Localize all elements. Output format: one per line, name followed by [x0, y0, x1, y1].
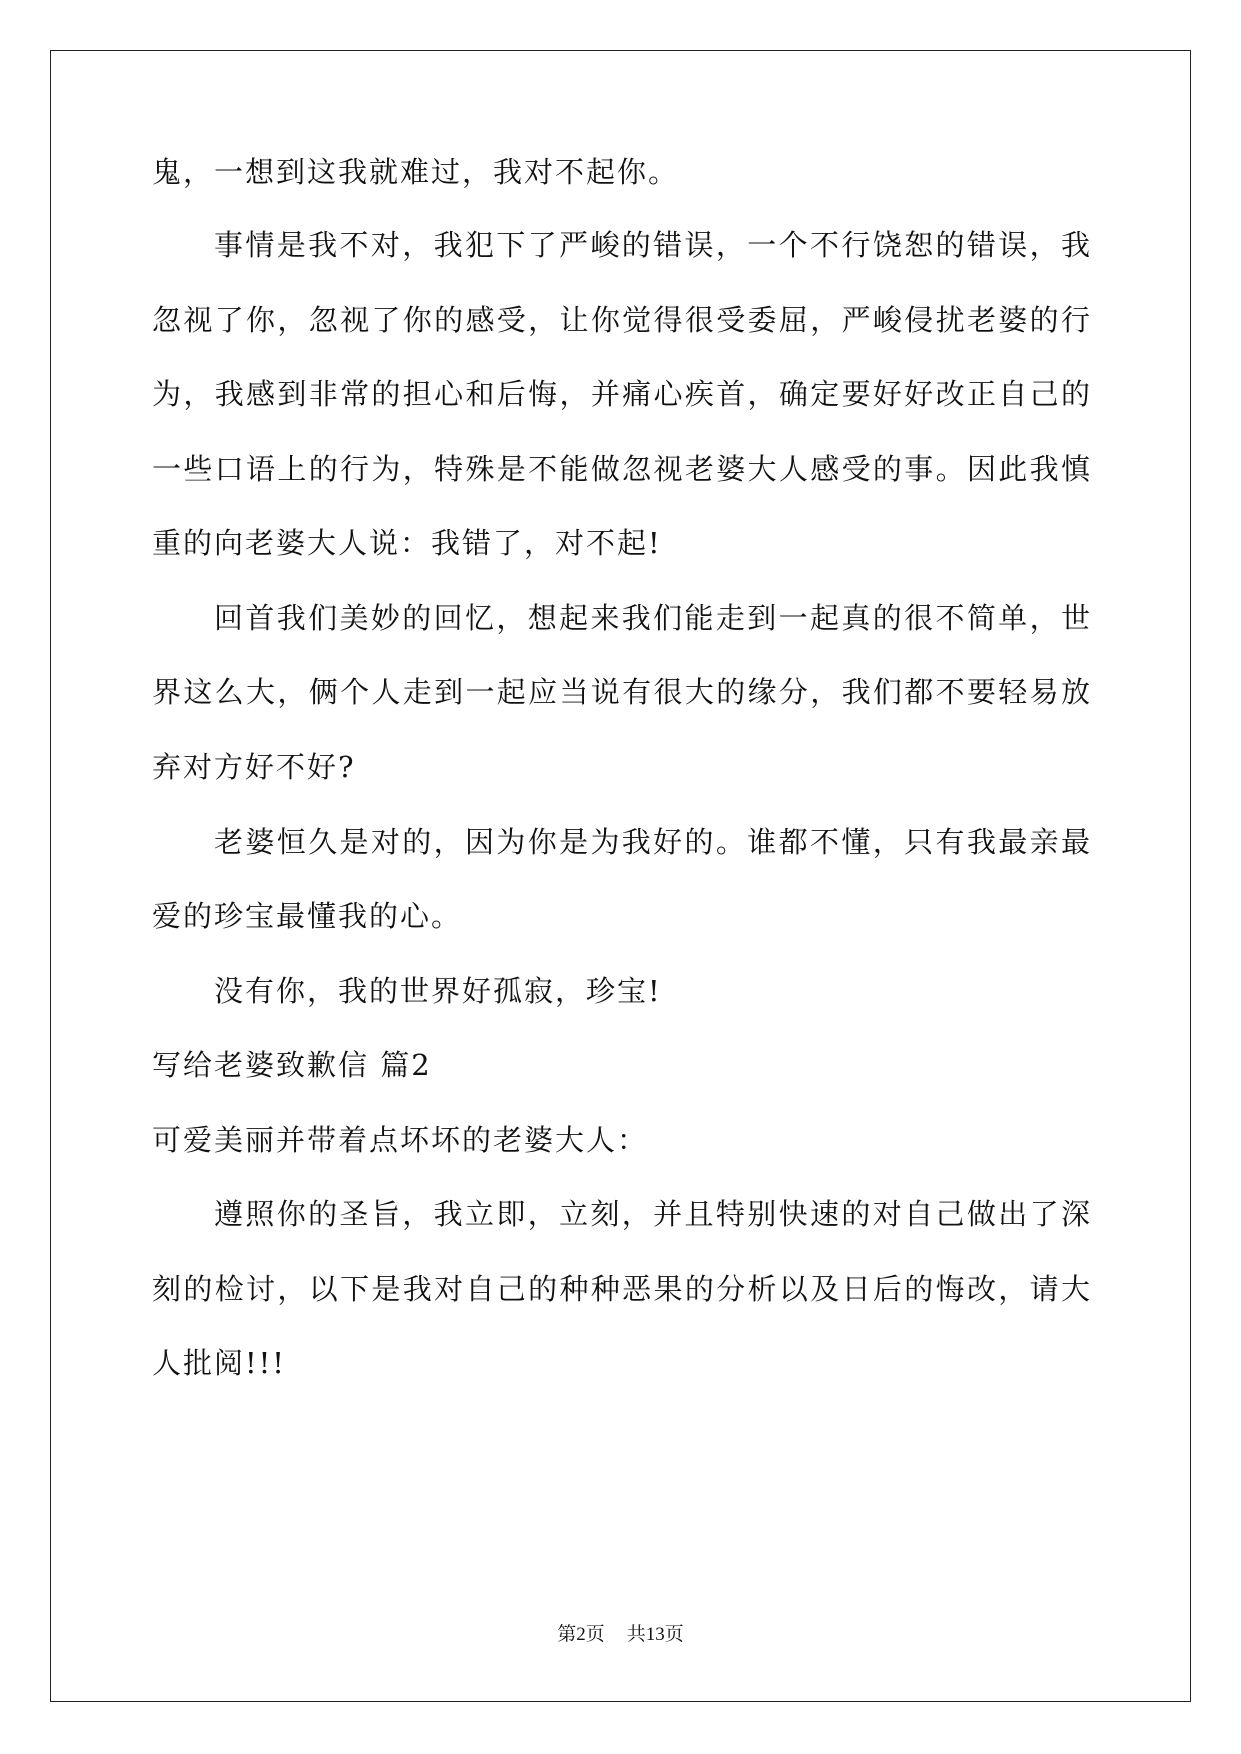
paragraph-line: 事情是我不对，我犯下了严峻的错误，一个不行饶恕的错误，我 — [214, 228, 1092, 262]
page-total: 共13页 — [626, 1624, 684, 1645]
page-border — [50, 50, 1191, 1702]
paragraph-line: 老婆恒久是对的，因为你是为我好的。谁都不懂，只有我最亲最 — [214, 825, 1092, 859]
section-heading: 写给老婆致歉信 篇2 — [152, 1048, 432, 1082]
paragraph-line: 忽视了你，忽视了你的感受，让你觉得很受委屈，严峻侵扰老婆的行 — [152, 303, 1092, 337]
paragraph-line: 鬼，一想到这我就难过，我对不起你。 — [152, 155, 680, 189]
paragraph-line: 一些口语上的行为，特殊是不能做忽视老婆大人感受的事。因此我慎 — [152, 452, 1092, 486]
paragraph-line: 遵照你的圣旨，我立即，立刻，并且特别快速的对自己做出了深 — [214, 1197, 1092, 1231]
paragraph-line: 没有你，我的世界好孤寂，珍宝! — [214, 974, 662, 1008]
paragraph-line: 重的向老婆大人说：我错了，对不起! — [152, 526, 662, 560]
paragraph-line: 弃对方好不好? — [152, 750, 356, 784]
paragraph-line: 人批阅!!! — [152, 1346, 286, 1380]
page-number: 第2页 — [557, 1624, 605, 1645]
salutation-line: 可爱美丽并带着点坏坏的老婆大人： — [152, 1123, 649, 1157]
paragraph-line: 爱的珍宝最懂我的心。 — [152, 899, 463, 933]
page-footer — [0, 1622, 1241, 1647]
paragraph-line: 为，我感到非常的担心和后悔，并痛心疾首，确定要好好改正自己的 — [152, 377, 1092, 411]
paragraph-line: 界这么大，俩个人走到一起应当说有很大的缘分，我们都不要轻易放 — [152, 675, 1092, 709]
paragraph-line: 回首我们美妙的回忆，想起来我们能走到一起真的很不简单，世 — [214, 601, 1092, 635]
paragraph-line: 刻的检讨，以下是我对自己的种种恶果的分析以及日后的悔改，请大 — [152, 1272, 1092, 1306]
